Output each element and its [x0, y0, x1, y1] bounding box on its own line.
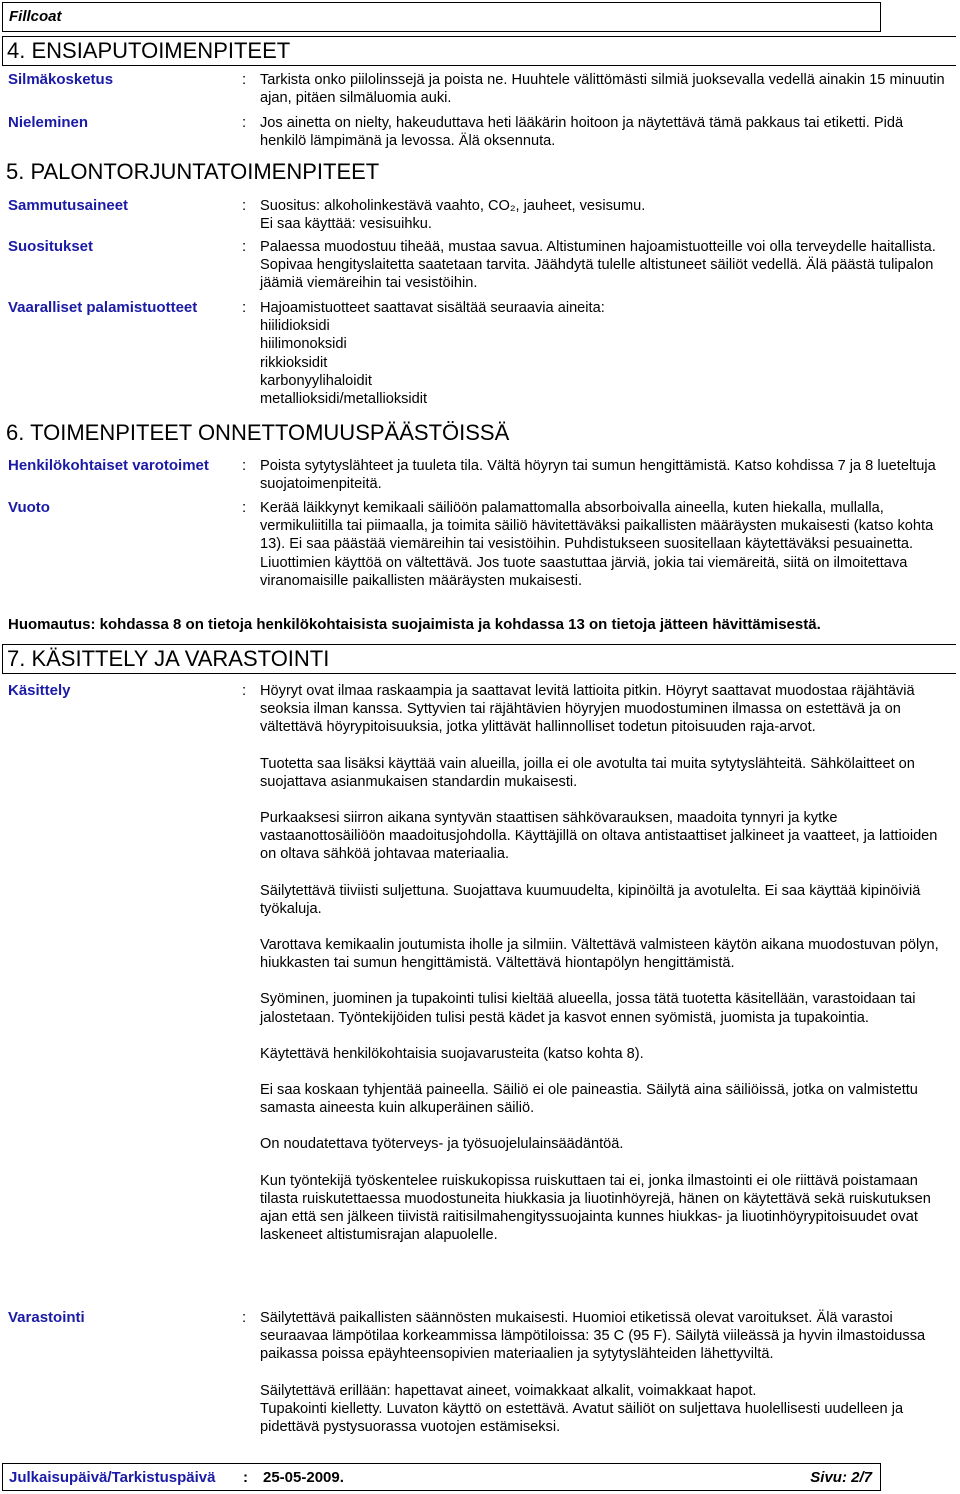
ingestion-text: Jos ainetta on nielty, hakeuduttava heti lääkärin hoitoon ja näytettävä tämä pakkaus tai etiketti. Pidä henkilö lämpimänä ja levossa. Älä oksennuta. — [260, 115, 904, 150]
handling-paragraph: Ei saa koskaan tyhjentää paineella. Säiliö ei ole paineastia. Säilytä aina säiliöissä, jotka on valmistettu samasta aineesta kuin alkuperäinen säiliö. — [260, 1082, 918, 1117]
colon: : — [242, 499, 247, 516]
footer-box — [2, 1463, 881, 1491]
colon: : — [242, 457, 247, 474]
page-number: Sivu: 2/7 — [810, 1469, 872, 1486]
hazardous-item: karbonyylihaloidit — [260, 372, 372, 389]
section-7-title: 7. KÄSITTELY JA VARASTOINTI — [2, 644, 956, 674]
section-6-title: 6. TOIMENPITEET ONNETTOMUUSPÄÄSTÖISSÄ — [6, 420, 510, 445]
hazardous-item: hiilimonoksidi — [260, 336, 347, 353]
section-4-title: 4. ENSIAPUTOIMENPITEET — [2, 36, 956, 66]
spill-text: Kerää läikkynyt kemikaali säiliöön palamattomalla absorboivalla aineella, kuten hiekalla, mullalla, vermikuliitilla tai piimaalla, ja toimita säiliö hävitettäväksi paikallisten määräysten mukaisesti (katso kohta 13). Ei saa päästää viemäreihin tai vesistöihin. Puhdistukseen suositellaan käytettäväksi pesuainetta. Liuottimien käyttöä on vältettävä. Jos tuote saastuttaa järviä, jokia tai viemäreitä, siitä on ilmoitettava viranomaisille paikallisten määräysten mukaisesti. — [260, 500, 934, 589]
handling-paragraph: Höyryt ovat ilmaa raskaampia ja saattavat levitä lattioita pitkin. Höyryt saattavat muodostaa räjähtäviä seoksia ilman kanssa. Syttyvien tai räjähtävien höyryjen muodostuminen ilmassa on estettävä ja on vältettävä höyrypitoisuuksia, jotka ylittävät hallinnolliset todetun pitoisuuden raja-arvot. — [260, 683, 915, 736]
eye-contact-text: Tarkista onko piilolinssejä ja poista ne. Huuhtele välittömästi silmiä juoksevalla vedellä ainakin 15 minuutin ajan, pitäen silmäluomia auki. — [260, 72, 945, 107]
storage-paragraph: Tupakointi kielletty. Luvaton käyttö on estettävä. Avatut säiliöt on suljettava huolellisesti uudelleen ja pidettävä pystysuorassa vuotojen estämiseksi. — [260, 1400, 904, 1436]
revision-date-value: 25-05-2009. — [263, 1469, 344, 1486]
colon: : — [242, 71, 247, 88]
hazardous-item: rikkioksidit — [260, 354, 328, 371]
storage-text — [260, 1309, 950, 1436]
storage-paragraph: Säilytettävä erillään: hapettavat aineet, voimakkaat alkalit, voimakkaat hapot. — [260, 1382, 757, 1399]
colon: : — [242, 238, 247, 255]
handling-paragraph: Syöminen, juominen ja tupakointi tulisi kieltää alueella, jossa tätä tuotetta käsitellään, varastoidaan tai jalostetaan. Työntekijöiden tulisi pestä kädet ja kasvot ennen syömistä, juomista ja tupakointia. — [260, 991, 916, 1026]
colon: : — [242, 299, 247, 316]
colon: : — [242, 682, 247, 699]
handling-label: Käsittely — [8, 682, 71, 699]
note-text: Huomautus: kohdassa 8 on tietoja henkilökohtaisista suojaimista ja kohdassa 13 on tietoja jätteen hävittämisestä. — [8, 616, 821, 633]
extinguishing-line-2: Ei saa käyttää: vesisuihku. — [260, 216, 432, 233]
hazardous-item: metallioksidi/metallioksidit — [260, 391, 428, 408]
extinguishing-line-1: Suositus: alkoholinkestävä vaahto, CO₂, jauheet, vesisumu. — [260, 198, 646, 214]
hazardous-intro: Hajoamistuotteet saattavat sisältää seuraavia aineita: — [260, 300, 605, 316]
storage-label: Varastointi — [8, 1309, 85, 1326]
handling-paragraph: Purkaaksesi siirron aikana syntyvän staattisen sähkövarauksen, maadoita tynnyri ja kytke vastaanottosäiliöön maadoitusjohdolla. Käyttäjillä on oltava antistaattiset jalkineet ja vaatteet, ja lattioiden on oltava sähköä johtavaa materiaalia. — [260, 810, 938, 863]
handling-text — [260, 682, 950, 1244]
handling-paragraph: Käytettävä henkilökohtaisia suojavarusteita (katso kohta 8). — [260, 1045, 644, 1062]
personal-precautions-text: Poista sytytyslähteet ja tuuleta tila. Vältä höyryn tai sumun hengittämistä. Katso kohdissa 7 ja 8 lueteltuja suojatoimenpiteitä. — [260, 458, 936, 493]
handling-paragraph: On noudatettava työterveys- ja työsuojelulainsäädäntöä. — [260, 1136, 624, 1153]
handling-paragraph: Tuotetta saa lisäksi käyttää vain alueilla, joilla ei ole avotulta tai muita sytytyslähteitä. Sähkölaitteet on suojattava asianmukaisen standardin mukaisesti. — [260, 755, 915, 790]
handling-paragraph: Kun työntekijä työskentelee ruiskukopissa ruiskuttaen tai ei, jonka ilmastointi ei ole riittävä poistamaan tilasta ruiskutettaessa muodostuneita hiukkasia ja liuotinhöyrejä, hänen on käytettävä sekä ruiskutuksen ajan että sen jälkeen tiivistä raitisilmahengityssuojainta kunnes hiukkas- ja liuotinhöyrypitoisuudet ovat laskeneet altistumisrajan alapuolelle. — [260, 1172, 931, 1244]
footer-colon: : — [243, 1469, 248, 1486]
ingestion-label: Nieleminen — [8, 114, 89, 131]
hazardous-item: hiilidioksidi — [260, 318, 330, 335]
handling-paragraph: Säilytettävä tiiviisti suljettuna. Suojattava kuumuudelta, kipinöiltä ja avotulelta. Ei saa käyttää kipinöiviä työkaluja. — [260, 882, 921, 917]
colon: : — [242, 114, 247, 131]
hazardous-products-text — [260, 299, 950, 408]
recommendations-label: Suositukset — [8, 238, 94, 255]
spill-label: Vuoto — [8, 499, 50, 516]
extinguishing-label: Sammutusaineet — [8, 197, 129, 214]
revision-date-label: Julkaisupäivä/Tarkistuspäivä — [9, 1469, 216, 1486]
product-name: Fillcoat — [9, 8, 62, 25]
personal-precautions-label: Henkilökohtaiset varotoimet — [8, 457, 209, 474]
handling-paragraph: Varottava kemikaalin joutumista iholle ja silmiin. Vältettävä valmisteen käytön aikana muodostuvan pölyn, hiukkasten tai sumun hengittämistä. Vältettävä hiontapölyn hengittämistä. — [260, 937, 939, 972]
eye-contact-label: Silmäkosketus — [8, 71, 114, 88]
colon: : — [242, 1309, 247, 1326]
hazardous-products-label: Vaaralliset palamistuotteet — [8, 299, 198, 316]
colon: : — [242, 197, 247, 214]
storage-paragraph: Säilytettävä paikallisten säännösten mukaisesti. Huomioi etiketissä olevat varoitukset. Älä varastoi seuraavaa lämpötilaa korkeammissa lämpötiloissa: 35 C (95 F). Säilytä viileässä ja hyvin ilmastoidussa paikassa poissa epäyhteensopivien materiaalien ja sytytyslähteiden lähettyviltä. — [260, 1310, 926, 1363]
header-box — [2, 2, 881, 32]
section-5-title: 5. PALONTORJUNTATOIMENPITEET — [6, 159, 380, 184]
recommendations-text: Palaessa muodostuu tiheää, mustaa savua. Altistuminen hajoamistuotteille voi olla terveydelle haitallista. Sopivaa hengityslaitetta saatetaan tarvita. Jäähdytä tulelle altistuneet säiliöt vedellä. Älä päästä tulipalon jäämiä viemäreihin tai vesistöihin. — [260, 239, 936, 292]
extinguishing-text — [260, 197, 950, 233]
